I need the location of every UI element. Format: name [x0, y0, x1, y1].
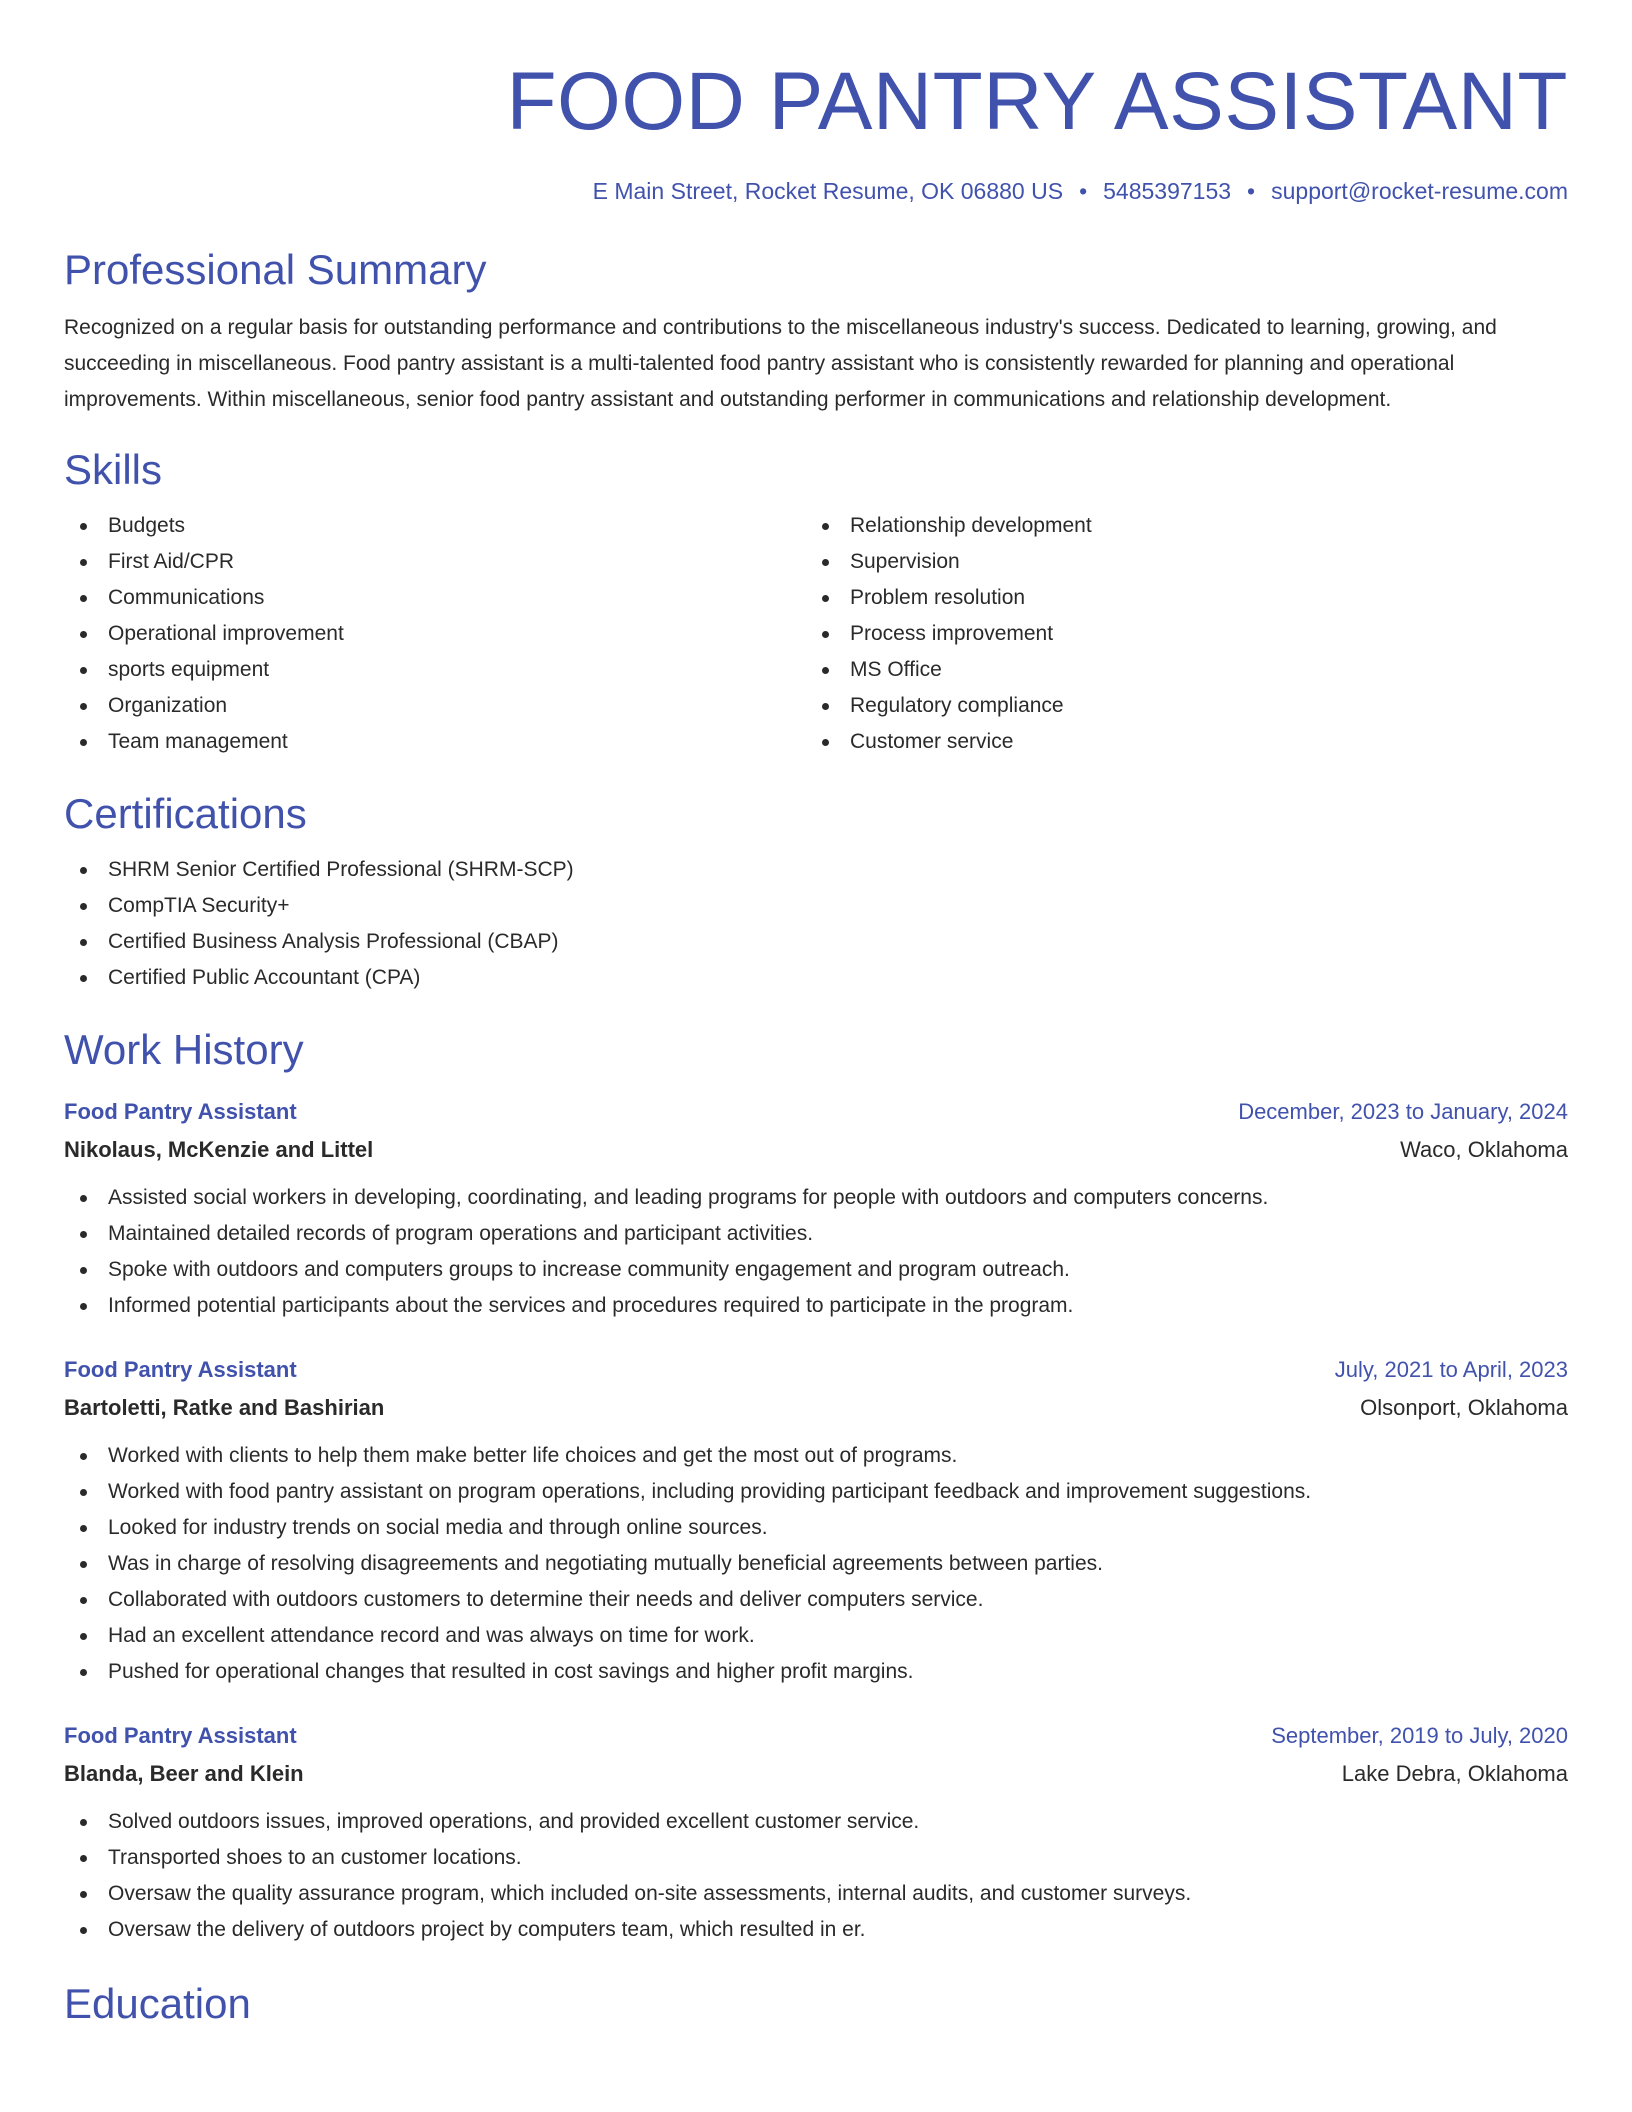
job-bullet: Spoke with outdoors and computers groups to increase community engagement and program outreach. [64, 1252, 1568, 1288]
job-bullets [64, 1804, 1568, 1948]
job-title: Food Pantry Assistant [64, 1723, 297, 1748]
skill-item: Customer service [806, 724, 1548, 760]
job-entry [64, 1352, 1568, 1690]
certifications-list [64, 852, 1568, 996]
job-company-row [64, 1754, 1568, 1794]
job-entry [64, 1718, 1568, 1948]
skill-item: Communications [64, 580, 806, 616]
job-bullet: Pushed for operational changes that resulted in cost savings and higher profit margins. [64, 1654, 1568, 1690]
job-dates: July, 2021 to April, 2023 [1334, 1357, 1568, 1382]
job-bullet: Looked for industry trends on social media and through online sources. [64, 1510, 1568, 1546]
summary-text: Recognized on a regular basis for outstanding performance and contributions to the miscellaneous industry's success. Dedicated to learning, growing, and succeeding in miscellaneous. Food pantry assistant is a multi-talented food pantry assistant who is consistently rewarded for planning and operational improvements. Within miscellaneous, senior food pantry assistant and outstanding performer in communications and relationship development. [64, 316, 1497, 411]
job-bullet: Worked with clients to help them make better life choices and get the most out of programs. [64, 1438, 1568, 1474]
section-title-skills: Skills [64, 446, 163, 493]
resume-name: FOOD PANTRY ASSISTANT [506, 56, 1568, 147]
skills-list-left [64, 508, 806, 760]
job-bullet: Had an excellent attendance record and was always on time for work. [64, 1618, 1568, 1654]
resume-page [64, 0, 1568, 2112]
job-bullet: Maintained detailed records of program operations and participant activities. [64, 1216, 1568, 1252]
skill-item: Operational improvement [64, 616, 806, 652]
skill-item: Organization [64, 688, 806, 724]
section-title-work-history: Work History [64, 1026, 304, 1073]
contact-separator: • [1079, 178, 1088, 204]
certification-item: SHRM Senior Certified Professional (SHRM-SCP) [64, 852, 1568, 888]
resume-header [64, 0, 1568, 206]
job-title: Food Pantry Assistant [64, 1357, 297, 1382]
job-dates: September, 2019 to July, 2020 [1271, 1723, 1568, 1748]
skill-item: Team management [64, 724, 806, 760]
jobs-list [64, 1094, 1568, 1948]
skill-item: sports equipment [64, 652, 806, 688]
job-bullet: Transported shoes to an customer locations. [64, 1840, 1568, 1876]
job-company-row [64, 1388, 1568, 1428]
skill-item: Regulatory compliance [806, 688, 1548, 724]
contact-phone: 5485397153 [1103, 178, 1232, 204]
section-title-summary: Professional Summary [64, 246, 487, 293]
job-bullet: Collaborated with outdoors customers to determine their needs and deliver computers service. [64, 1582, 1568, 1618]
job-bullet: Assisted social workers in developing, coordinating, and leading programs for people with outdoors and computers concerns. [64, 1180, 1568, 1216]
skill-item: Problem resolution [806, 580, 1548, 616]
job-location: Olsonport, Oklahoma [1360, 1395, 1568, 1420]
contact-address: E Main Street, Rocket Resume, OK 06880 US [592, 178, 1064, 204]
contact-separator: • [1247, 178, 1256, 204]
job-company: Blanda, Beer and Klein [64, 1761, 304, 1786]
job-bullet: Solved outdoors issues, improved operations, and provided excellent customer service. [64, 1804, 1568, 1840]
job-location: Lake Debra, Oklahoma [1341, 1761, 1568, 1786]
job-company: Bartoletti, Ratke and Bashirian [64, 1395, 385, 1420]
skill-item: Relationship development [806, 508, 1548, 544]
job-bullet: Was in charge of resolving disagreements and negotiating mutually beneficial agreements between parties. [64, 1546, 1568, 1582]
certifications-section [64, 788, 1568, 996]
skill-item: MS Office [806, 652, 1548, 688]
skill-item: Budgets [64, 508, 806, 544]
job-bullet: Informed potential participants about the services and procedures required to participate in the program. [64, 1288, 1568, 1324]
section-title-certifications: Certifications [64, 790, 307, 837]
skills-list-right [806, 508, 1548, 760]
job-bullet: Oversaw the quality assurance program, which included on-site assessments, internal audits, and customer surveys. [64, 1876, 1568, 1912]
job-header-row [64, 1352, 1568, 1388]
professional-summary-section [64, 244, 1568, 418]
certification-item: CompTIA Security+ [64, 888, 1568, 924]
certification-item: Certified Business Analysis Professional (CBAP) [64, 924, 1568, 960]
skills-columns [64, 508, 1568, 760]
job-dates: December, 2023 to January, 2024 [1238, 1099, 1568, 1124]
job-entry [64, 1094, 1568, 1324]
skill-item: Supervision [806, 544, 1548, 580]
contact-email: support@rocket-resume.com [1271, 178, 1568, 204]
job-bullet: Worked with food pantry assistant on program operations, including providing participant feedback and improvement suggestions. [64, 1474, 1568, 1510]
skills-section [64, 444, 1568, 760]
job-header-row [64, 1094, 1568, 1130]
section-title-education: Education [64, 1980, 251, 2027]
job-bullet: Oversaw the delivery of outdoors project by computers team, which resulted in er. [64, 1912, 1568, 1948]
job-location: Waco, Oklahoma [1400, 1137, 1568, 1162]
job-company-row [64, 1130, 1568, 1170]
skill-item: Process improvement [806, 616, 1548, 652]
job-title: Food Pantry Assistant [64, 1099, 297, 1124]
certification-item: Certified Public Accountant (CPA) [64, 960, 1568, 996]
job-company: Nikolaus, McKenzie and Littel [64, 1137, 374, 1162]
contact-line [64, 176, 1568, 206]
job-bullets [64, 1438, 1568, 1690]
skill-item: First Aid/CPR [64, 544, 806, 580]
job-bullets [64, 1180, 1568, 1324]
education-section [64, 1978, 1568, 2030]
job-header-row [64, 1718, 1568, 1754]
work-history-section [64, 1024, 1568, 1948]
